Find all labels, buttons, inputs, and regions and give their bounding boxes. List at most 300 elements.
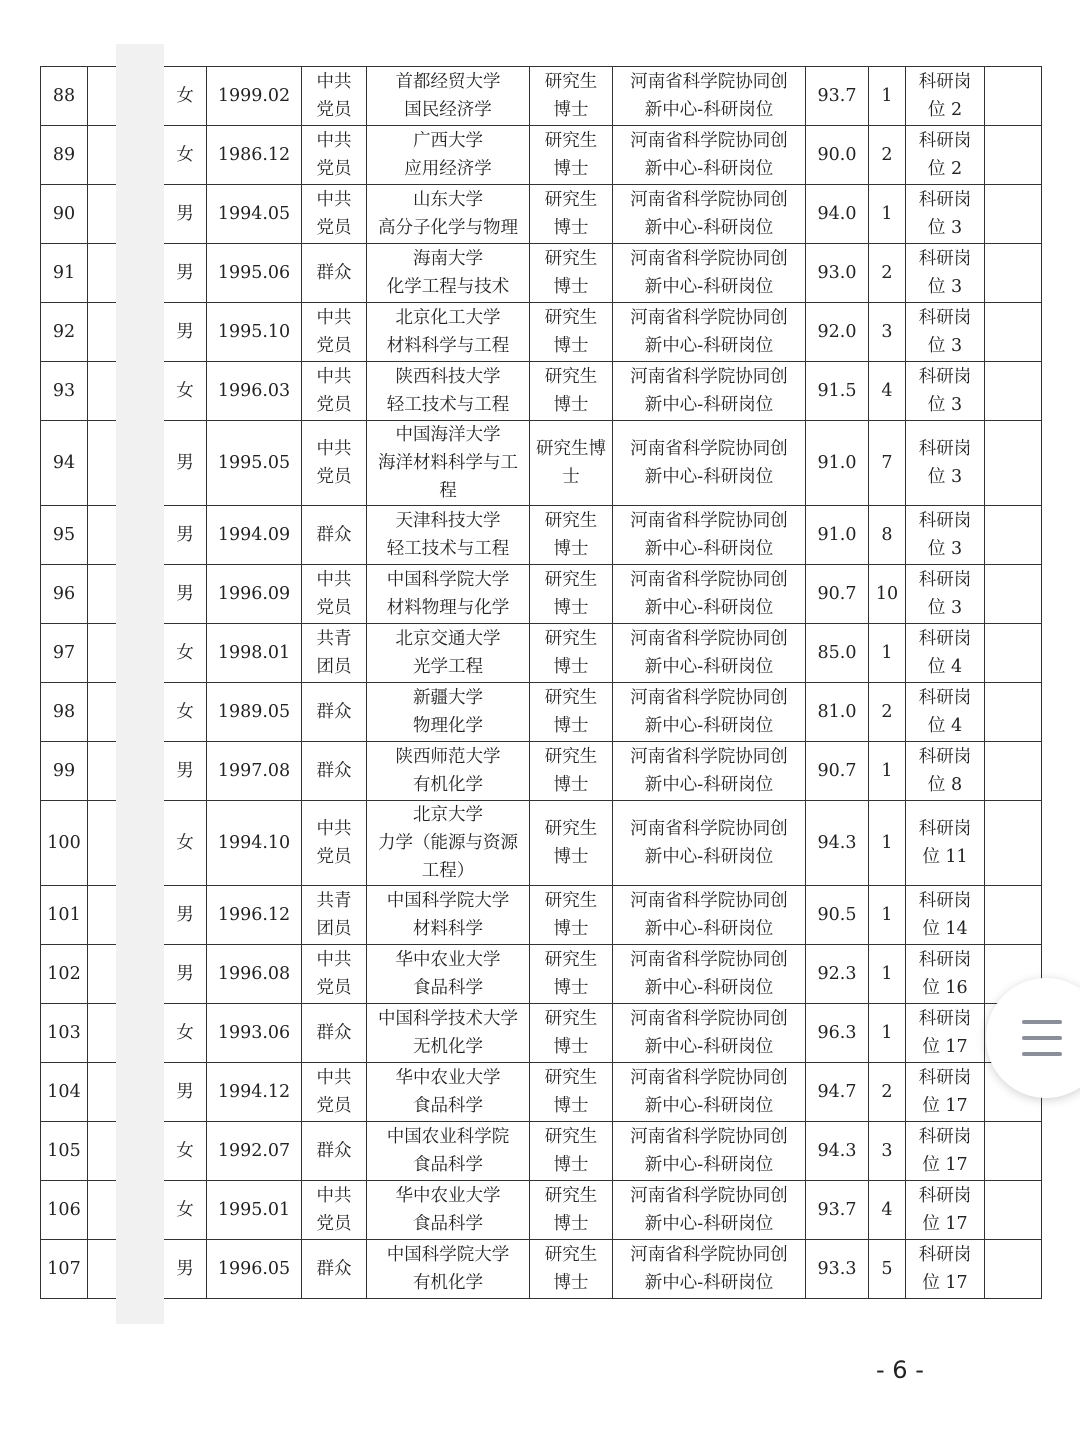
unit-cell-line: 河南省科学院协同创 [630, 190, 788, 210]
gender-cell: 男 [164, 303, 207, 362]
birth-cell: 1996.05 [207, 1240, 302, 1299]
row-number-cell: 93 [41, 362, 88, 421]
degree-cell-line: 博士 [553, 539, 589, 559]
row-number-cell: 95 [41, 506, 88, 565]
degree-cell-line: 研究生 [544, 1127, 598, 1147]
school-major-cell-line: 陕西科技大学 [395, 367, 501, 387]
post-cell-line: 位 3 [927, 277, 963, 297]
degree-cell [530, 126, 613, 185]
school-major-cell-line: 材料物理与化学 [386, 598, 510, 618]
degree-cell-line: 研究生 [544, 308, 598, 328]
post-cell-line: 科研岗 [918, 891, 972, 911]
school-major-cell-line: 高分子化学与物理 [378, 218, 518, 238]
unit-cell-line: 新中心-科研岗位 [644, 775, 774, 795]
row-number-cell: 107 [41, 1240, 88, 1299]
post-cell [906, 303, 985, 362]
post-cell [906, 1122, 985, 1181]
rank-cell: 3 [869, 303, 906, 362]
school-major-cell-line: 食品科学 [413, 978, 483, 998]
unit-cell [613, 421, 806, 506]
politics-cell [302, 683, 367, 742]
post-cell-line: 科研岗 [918, 439, 972, 459]
school-major-cell [367, 67, 530, 126]
unit-cell [613, 683, 806, 742]
politics-cell [302, 185, 367, 244]
politics-cell [302, 801, 367, 886]
school-major-cell-line: 天津科技大学 [395, 511, 501, 531]
score-cell: 90.7 [806, 742, 869, 801]
school-major-cell-line: 陕西师范大学 [395, 747, 501, 767]
post-cell-line: 科研岗 [918, 1009, 972, 1029]
post-cell-line: 科研岗 [918, 190, 972, 210]
degree-cell [530, 1181, 613, 1240]
post-cell-line: 位 17 [922, 1037, 968, 1057]
unit-cell [613, 67, 806, 126]
degree-cell-line: 博士 [553, 159, 589, 179]
school-major-cell-line: 华中农业大学 [395, 950, 501, 970]
degree-cell-line: 研究生 [544, 1245, 598, 1265]
post-cell [906, 126, 985, 185]
blank-cell [985, 886, 1042, 945]
degree-cell-line: 博士 [553, 775, 589, 795]
degree-cell [530, 185, 613, 244]
score-cell: 92.0 [806, 303, 869, 362]
politics-cell [302, 1122, 367, 1181]
school-major-cell-line: 北京交通大学 [395, 629, 501, 649]
blank-cell [985, 506, 1042, 565]
post-cell [906, 362, 985, 421]
table-row [41, 683, 1042, 742]
degree-cell-line: 博士 [553, 1155, 589, 1175]
post-cell-line: 科研岗 [918, 1127, 972, 1147]
unit-cell-line: 河南省科学院协同创 [630, 1186, 788, 1206]
birth-cell: 1994.10 [207, 801, 302, 886]
politics-cell-line: 中共 [316, 308, 352, 328]
school-major-cell-line: 山东大学 [413, 190, 483, 210]
school-major-cell-line: 华中农业大学 [395, 1068, 501, 1088]
degree-cell [530, 801, 613, 886]
rank-cell: 1 [869, 945, 906, 1004]
post-cell-line: 科研岗 [918, 249, 972, 269]
privacy-mask [116, 44, 164, 1324]
post-cell-line: 位 17 [922, 1096, 968, 1116]
rank-cell: 10 [869, 565, 906, 624]
school-major-cell-line: 材料科学与工程 [386, 336, 510, 356]
post-cell [906, 185, 985, 244]
politics-cell-line: 中共 [316, 367, 352, 387]
rank-cell: 7 [869, 421, 906, 506]
degree-cell-line: 博士 [553, 1214, 589, 1234]
post-cell-line: 位 3 [927, 539, 963, 559]
degree-cell-line: 研究生 [544, 1068, 598, 1088]
degree-cell-line: 博士 [553, 1273, 589, 1293]
degree-cell-line: 博士 [553, 978, 589, 998]
blank-cell [985, 244, 1042, 303]
table-row [41, 303, 1042, 362]
rank-cell: 2 [869, 1063, 906, 1122]
table-row [41, 1122, 1042, 1181]
gender-cell: 男 [164, 565, 207, 624]
post-cell-line: 位 3 [927, 395, 963, 415]
post-cell [906, 1240, 985, 1299]
post-cell-line: 科研岗 [918, 511, 972, 531]
table-row [41, 67, 1042, 126]
post-cell-line: 科研岗 [918, 1245, 972, 1265]
post-cell [906, 1181, 985, 1240]
school-major-cell-line: 程 [439, 481, 457, 501]
unit-cell-line: 新中心-科研岗位 [644, 919, 774, 939]
degree-cell [530, 1063, 613, 1122]
school-major-cell-line: 轻工技术与工程 [386, 395, 510, 415]
unit-cell-line: 新中心-科研岗位 [644, 467, 774, 487]
birth-cell: 1996.03 [207, 362, 302, 421]
blank-cell [985, 801, 1042, 886]
post-cell-line: 科研岗 [918, 308, 972, 328]
birth-cell: 1994.05 [207, 185, 302, 244]
school-major-cell-line: 有机化学 [413, 1273, 483, 1293]
score-cell: 93.7 [806, 1181, 869, 1240]
unit-cell-line: 河南省科学院协同创 [630, 747, 788, 767]
post-cell-line: 科研岗 [918, 72, 972, 92]
table-row [41, 506, 1042, 565]
row-number-cell: 106 [41, 1181, 88, 1240]
gender-cell: 女 [164, 67, 207, 126]
score-cell: 91.0 [806, 506, 869, 565]
school-major-cell [367, 1181, 530, 1240]
politics-cell-line: 中共 [316, 190, 352, 210]
post-cell-line: 位 3 [927, 218, 963, 238]
unit-cell-line: 新中心-科研岗位 [644, 657, 774, 677]
rank-cell: 1 [869, 801, 906, 886]
gender-cell: 男 [164, 945, 207, 1004]
row-number-cell: 100 [41, 801, 88, 886]
degree-cell [530, 624, 613, 683]
post-cell [906, 683, 985, 742]
table-row [41, 1004, 1042, 1063]
school-major-cell [367, 565, 530, 624]
school-major-cell-line: 物理化学 [413, 716, 483, 736]
post-cell [906, 742, 985, 801]
post-cell-line: 位 3 [927, 467, 963, 487]
school-major-cell-line: 工程） [421, 861, 475, 881]
school-major-cell-line: 力学（能源与资源 [378, 833, 518, 853]
politics-cell-line: 中共 [316, 1186, 352, 1206]
school-major-cell [367, 421, 530, 506]
school-major-cell-line: 北京大学 [413, 805, 483, 825]
blank-cell [985, 185, 1042, 244]
degree-cell [530, 742, 613, 801]
rank-cell: 1 [869, 886, 906, 945]
gender-cell: 男 [164, 1063, 207, 1122]
table-row [41, 362, 1042, 421]
birth-cell: 1996.08 [207, 945, 302, 1004]
gender-cell: 男 [164, 244, 207, 303]
politics-cell-line: 党员 [316, 218, 352, 238]
school-major-cell-line: 材料科学 [413, 919, 483, 939]
politics-cell-line: 群众 [316, 1259, 352, 1279]
school-major-cell [367, 126, 530, 185]
unit-cell-line: 河南省科学院协同创 [630, 819, 788, 839]
unit-cell-line: 河南省科学院协同创 [630, 688, 788, 708]
unit-cell-line: 新中心-科研岗位 [644, 847, 774, 867]
birth-cell: 1997.08 [207, 742, 302, 801]
politics-cell [302, 506, 367, 565]
politics-cell-line: 群众 [316, 263, 352, 283]
table-row [41, 742, 1042, 801]
politics-cell-line: 群众 [316, 702, 352, 722]
row-number-cell: 104 [41, 1063, 88, 1122]
unit-cell [613, 126, 806, 185]
degree-cell [530, 1240, 613, 1299]
post-cell-line: 科研岗 [918, 950, 972, 970]
gender-cell: 女 [164, 126, 207, 185]
post-cell-line: 科研岗 [918, 367, 972, 387]
unit-cell-line: 新中心-科研岗位 [644, 1273, 774, 1293]
politics-cell-line: 中共 [316, 1068, 352, 1088]
school-major-cell [367, 945, 530, 1004]
post-cell-line: 科研岗 [918, 688, 972, 708]
politics-cell-line: 中共 [316, 72, 352, 92]
unit-cell-line: 河南省科学院协同创 [630, 249, 788, 269]
degree-cell [530, 421, 613, 506]
table-row [41, 421, 1042, 506]
unit-cell [613, 303, 806, 362]
degree-cell [530, 303, 613, 362]
politics-cell-line: 群众 [316, 761, 352, 781]
table-row [41, 624, 1042, 683]
blank-cell [985, 742, 1042, 801]
unit-cell-line: 河南省科学院协同创 [630, 511, 788, 531]
score-cell: 90.5 [806, 886, 869, 945]
gender-cell: 男 [164, 185, 207, 244]
blank-cell [985, 1240, 1042, 1299]
degree-cell [530, 362, 613, 421]
rank-cell: 2 [869, 244, 906, 303]
unit-cell [613, 1181, 806, 1240]
degree-cell [530, 1122, 613, 1181]
degree-cell-line: 研究生 [544, 131, 598, 151]
post-cell-line: 位 17 [922, 1155, 968, 1175]
score-cell: 85.0 [806, 624, 869, 683]
politics-cell-line: 党员 [316, 978, 352, 998]
post-cell-line: 位 17 [922, 1273, 968, 1293]
degree-cell-line: 博士 [553, 277, 589, 297]
rank-cell: 2 [869, 683, 906, 742]
school-major-cell [367, 185, 530, 244]
score-cell: 90.7 [806, 565, 869, 624]
school-major-cell-line: 食品科学 [413, 1096, 483, 1116]
row-number-cell: 91 [41, 244, 88, 303]
blank-cell [985, 421, 1042, 506]
unit-cell [613, 945, 806, 1004]
degree-cell-line: 研究生 [544, 688, 598, 708]
degree-cell-line: 博士 [553, 218, 589, 238]
unit-cell-line: 新中心-科研岗位 [644, 1214, 774, 1234]
score-cell: 94.3 [806, 1122, 869, 1181]
post-cell [906, 1063, 985, 1122]
score-cell: 81.0 [806, 683, 869, 742]
row-number-cell: 92 [41, 303, 88, 362]
degree-cell-line: 研究生 [544, 190, 598, 210]
degree-cell-line: 博士 [553, 1037, 589, 1057]
degree-cell [530, 244, 613, 303]
degree-cell-line: 研究生 [544, 1009, 598, 1029]
politics-cell [302, 1240, 367, 1299]
birth-cell: 1989.05 [207, 683, 302, 742]
politics-cell-line: 党员 [316, 1214, 352, 1234]
school-major-cell-line: 海洋材料科学与工 [378, 453, 518, 473]
school-major-cell-line: 中国科学技术大学 [378, 1009, 518, 1029]
politics-cell [302, 67, 367, 126]
politics-cell-line: 群众 [316, 1023, 352, 1043]
birth-cell: 1999.02 [207, 67, 302, 126]
unit-cell [613, 624, 806, 683]
birth-cell: 1996.09 [207, 565, 302, 624]
rank-cell: 1 [869, 67, 906, 126]
unit-cell [613, 362, 806, 421]
blank-cell [985, 624, 1042, 683]
school-major-cell [367, 1063, 530, 1122]
politics-cell-line: 党员 [316, 395, 352, 415]
rank-cell: 1 [869, 185, 906, 244]
unit-cell [613, 185, 806, 244]
unit-cell-line: 新中心-科研岗位 [644, 1155, 774, 1175]
school-major-cell-line: 光学工程 [413, 657, 483, 677]
rank-cell: 2 [869, 126, 906, 185]
unit-cell [613, 886, 806, 945]
school-major-cell [367, 1240, 530, 1299]
post-cell [906, 565, 985, 624]
post-cell-line: 科研岗 [918, 1186, 972, 1206]
politics-cell-line: 党员 [316, 467, 352, 487]
politics-cell-line: 中共 [316, 950, 352, 970]
row-number-cell: 96 [41, 565, 88, 624]
school-major-cell-line: 北京化工大学 [395, 308, 501, 328]
row-number-cell: 98 [41, 683, 88, 742]
school-major-cell-line: 海南大学 [413, 249, 483, 269]
post-cell [906, 1004, 985, 1063]
degree-cell [530, 683, 613, 742]
school-major-cell [367, 886, 530, 945]
unit-cell-line: 河南省科学院协同创 [630, 1068, 788, 1088]
post-cell-line: 位 4 [927, 716, 963, 736]
post-cell-line: 位 3 [927, 598, 963, 618]
school-major-cell [367, 506, 530, 565]
unit-cell-line: 新中心-科研岗位 [644, 1037, 774, 1057]
politics-cell [302, 742, 367, 801]
rank-cell: 1 [869, 1004, 906, 1063]
school-major-cell [367, 303, 530, 362]
rank-cell: 4 [869, 362, 906, 421]
degree-cell-line: 博士 [553, 716, 589, 736]
gender-cell: 女 [164, 683, 207, 742]
unit-cell-line: 河南省科学院协同创 [630, 308, 788, 328]
school-major-cell [367, 1122, 530, 1181]
school-major-cell [367, 1004, 530, 1063]
post-cell-line: 位 2 [927, 100, 963, 120]
degree-cell [530, 67, 613, 126]
table-row [41, 1240, 1042, 1299]
politics-cell-line: 团员 [316, 657, 352, 677]
school-major-cell-line: 中国科学院大学 [386, 891, 510, 911]
score-cell: 90.0 [806, 126, 869, 185]
table-row [41, 565, 1042, 624]
unit-cell-line: 新中心-科研岗位 [644, 978, 774, 998]
birth-cell: 1996.12 [207, 886, 302, 945]
post-cell [906, 67, 985, 126]
unit-cell-line: 新中心-科研岗位 [644, 159, 774, 179]
row-number-cell: 94 [41, 421, 88, 506]
post-cell-line: 位 3 [927, 336, 963, 356]
politics-cell-line: 团员 [316, 919, 352, 939]
degree-cell [530, 886, 613, 945]
post-cell-line: 位 16 [922, 978, 968, 998]
row-number-cell: 102 [41, 945, 88, 1004]
gender-cell: 女 [164, 1122, 207, 1181]
post-cell-line: 位 11 [922, 847, 968, 867]
school-major-cell [367, 742, 530, 801]
politics-cell [302, 945, 367, 1004]
politics-cell-line: 中共 [316, 819, 352, 839]
school-major-cell-line: 中国海洋大学 [395, 425, 501, 445]
table-row [41, 1063, 1042, 1122]
unit-cell-line: 河南省科学院协同创 [630, 72, 788, 92]
politics-cell [302, 1004, 367, 1063]
unit-cell-line: 新中心-科研岗位 [644, 1096, 774, 1116]
row-number-cell: 103 [41, 1004, 88, 1063]
unit-cell-line: 新中心-科研岗位 [644, 277, 774, 297]
unit-cell [613, 506, 806, 565]
blank-cell [985, 362, 1042, 421]
post-cell-line: 科研岗 [918, 1068, 972, 1088]
politics-cell-line: 中共 [316, 439, 352, 459]
candidate-table [40, 66, 1042, 1299]
degree-cell-line: 博士 [553, 598, 589, 618]
politics-cell-line: 共青 [316, 629, 352, 649]
unit-cell-line: 新中心-科研岗位 [644, 716, 774, 736]
row-number-cell: 88 [41, 67, 88, 126]
unit-cell-line: 河南省科学院协同创 [630, 367, 788, 387]
politics-cell [302, 362, 367, 421]
score-cell: 94.0 [806, 185, 869, 244]
score-cell: 93.7 [806, 67, 869, 126]
degree-cell-line: 研究生 [544, 367, 598, 387]
gender-cell: 女 [164, 624, 207, 683]
school-major-cell-line: 无机化学 [413, 1037, 483, 1057]
school-major-cell-line: 新疆大学 [413, 688, 483, 708]
gender-cell: 女 [164, 1004, 207, 1063]
rank-cell: 1 [869, 624, 906, 683]
politics-cell-line: 党员 [316, 598, 352, 618]
politics-cell-line: 中共 [316, 570, 352, 590]
gender-cell: 女 [164, 362, 207, 421]
birth-cell: 1986.12 [207, 126, 302, 185]
degree-cell-line: 研究生 [544, 570, 598, 590]
politics-cell-line: 共青 [316, 891, 352, 911]
degree-cell-line: 研究生 [544, 891, 598, 911]
post-cell [906, 624, 985, 683]
gender-cell: 女 [164, 1181, 207, 1240]
gender-cell: 男 [164, 886, 207, 945]
degree-cell-line: 研究生博 [536, 439, 606, 459]
degree-cell-line: 博士 [553, 919, 589, 939]
post-cell [906, 801, 985, 886]
politics-cell [302, 886, 367, 945]
school-major-cell-line: 食品科学 [413, 1214, 483, 1234]
politics-cell-line: 党员 [316, 159, 352, 179]
birth-cell: 1992.07 [207, 1122, 302, 1181]
unit-cell [613, 1122, 806, 1181]
